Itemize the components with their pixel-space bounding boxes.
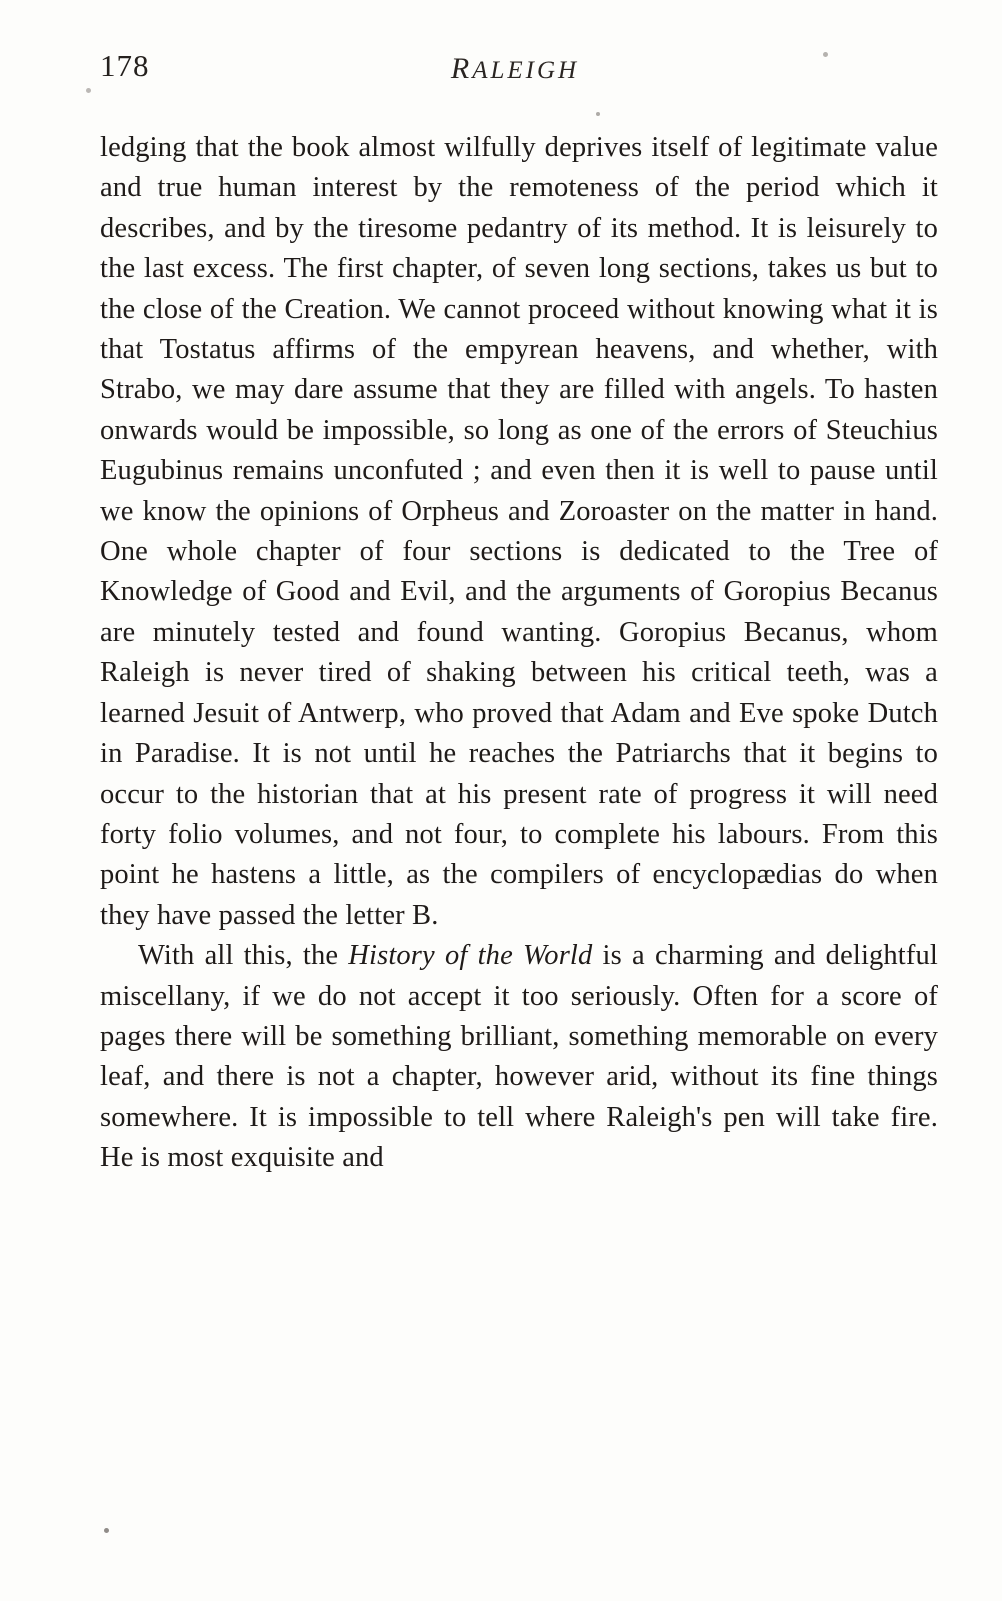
paragraph-continuation (100, 128, 938, 936)
page-header (100, 48, 930, 94)
page-speck-bottom (104, 1528, 109, 1533)
page-number: 178 (100, 48, 150, 83)
running-head (100, 52, 930, 86)
paragraph-with-italic-title (100, 936, 938, 1178)
running-head-rest: ALEIGH (472, 57, 580, 84)
body-text (100, 128, 938, 1179)
page-speck-left (86, 88, 91, 93)
running-head-initial: R (450, 52, 473, 85)
paragraph-text-lead: With all this, the (138, 940, 349, 972)
paragraph-text: ledging that the book almost wilfully deprives itself of legitimate value and true human interest by the remoteness of the period which it describes, and by the tiresome pedantry of its method. It is leisurely to the last excess. The first chapter, of seven long sections, takes us but to the close of the Creation. We cannot proceed without knowing what it is that Tostatus affirms of the empyrean heavens, and whether, with Strabo, we may dare assume that they are filled with angels. To hasten onwards would be impossible, so long as one of the errors of Steuchius Eugubinus remains unconfuted ; and even then it is well to pause until we know the opinions of Orpheus and Zoroaster on the matter in hand. One whole chapter of four sections is dedicated to the Tree of Knowledge of Good and Evil, and the arguments of Goropius Becanus are minutely tested and found wanting. Goropius Becanus, whom Raleigh is never tired of shaking between his critical teeth, was a learned Jesuit of Antwerp, who proved that Adam and Eve spoke Dutch in Paradise. It is not until he reaches the Patriarchs that it begins to occur to the historian that at his present rate of progress it will need forty folio volumes, and not four, to complete his labours. From this point he hastens a little, as the compilers of encyclopædias do when they have passed the letter B. (100, 132, 938, 931)
book-title-italic: History of the World (348, 940, 593, 972)
paragraph-text-tail: is a charming and delightful miscellany, if we do not accept it too seriously. Often for a score of pages there will be something brilliant, something memorable on every leaf, and there is not a chapter, however arid, without its fine things somewhere. It is impossible to tell where Raleigh's pen will take fire. He is most exquisite and (100, 940, 938, 1174)
page-speck-top (596, 112, 600, 116)
